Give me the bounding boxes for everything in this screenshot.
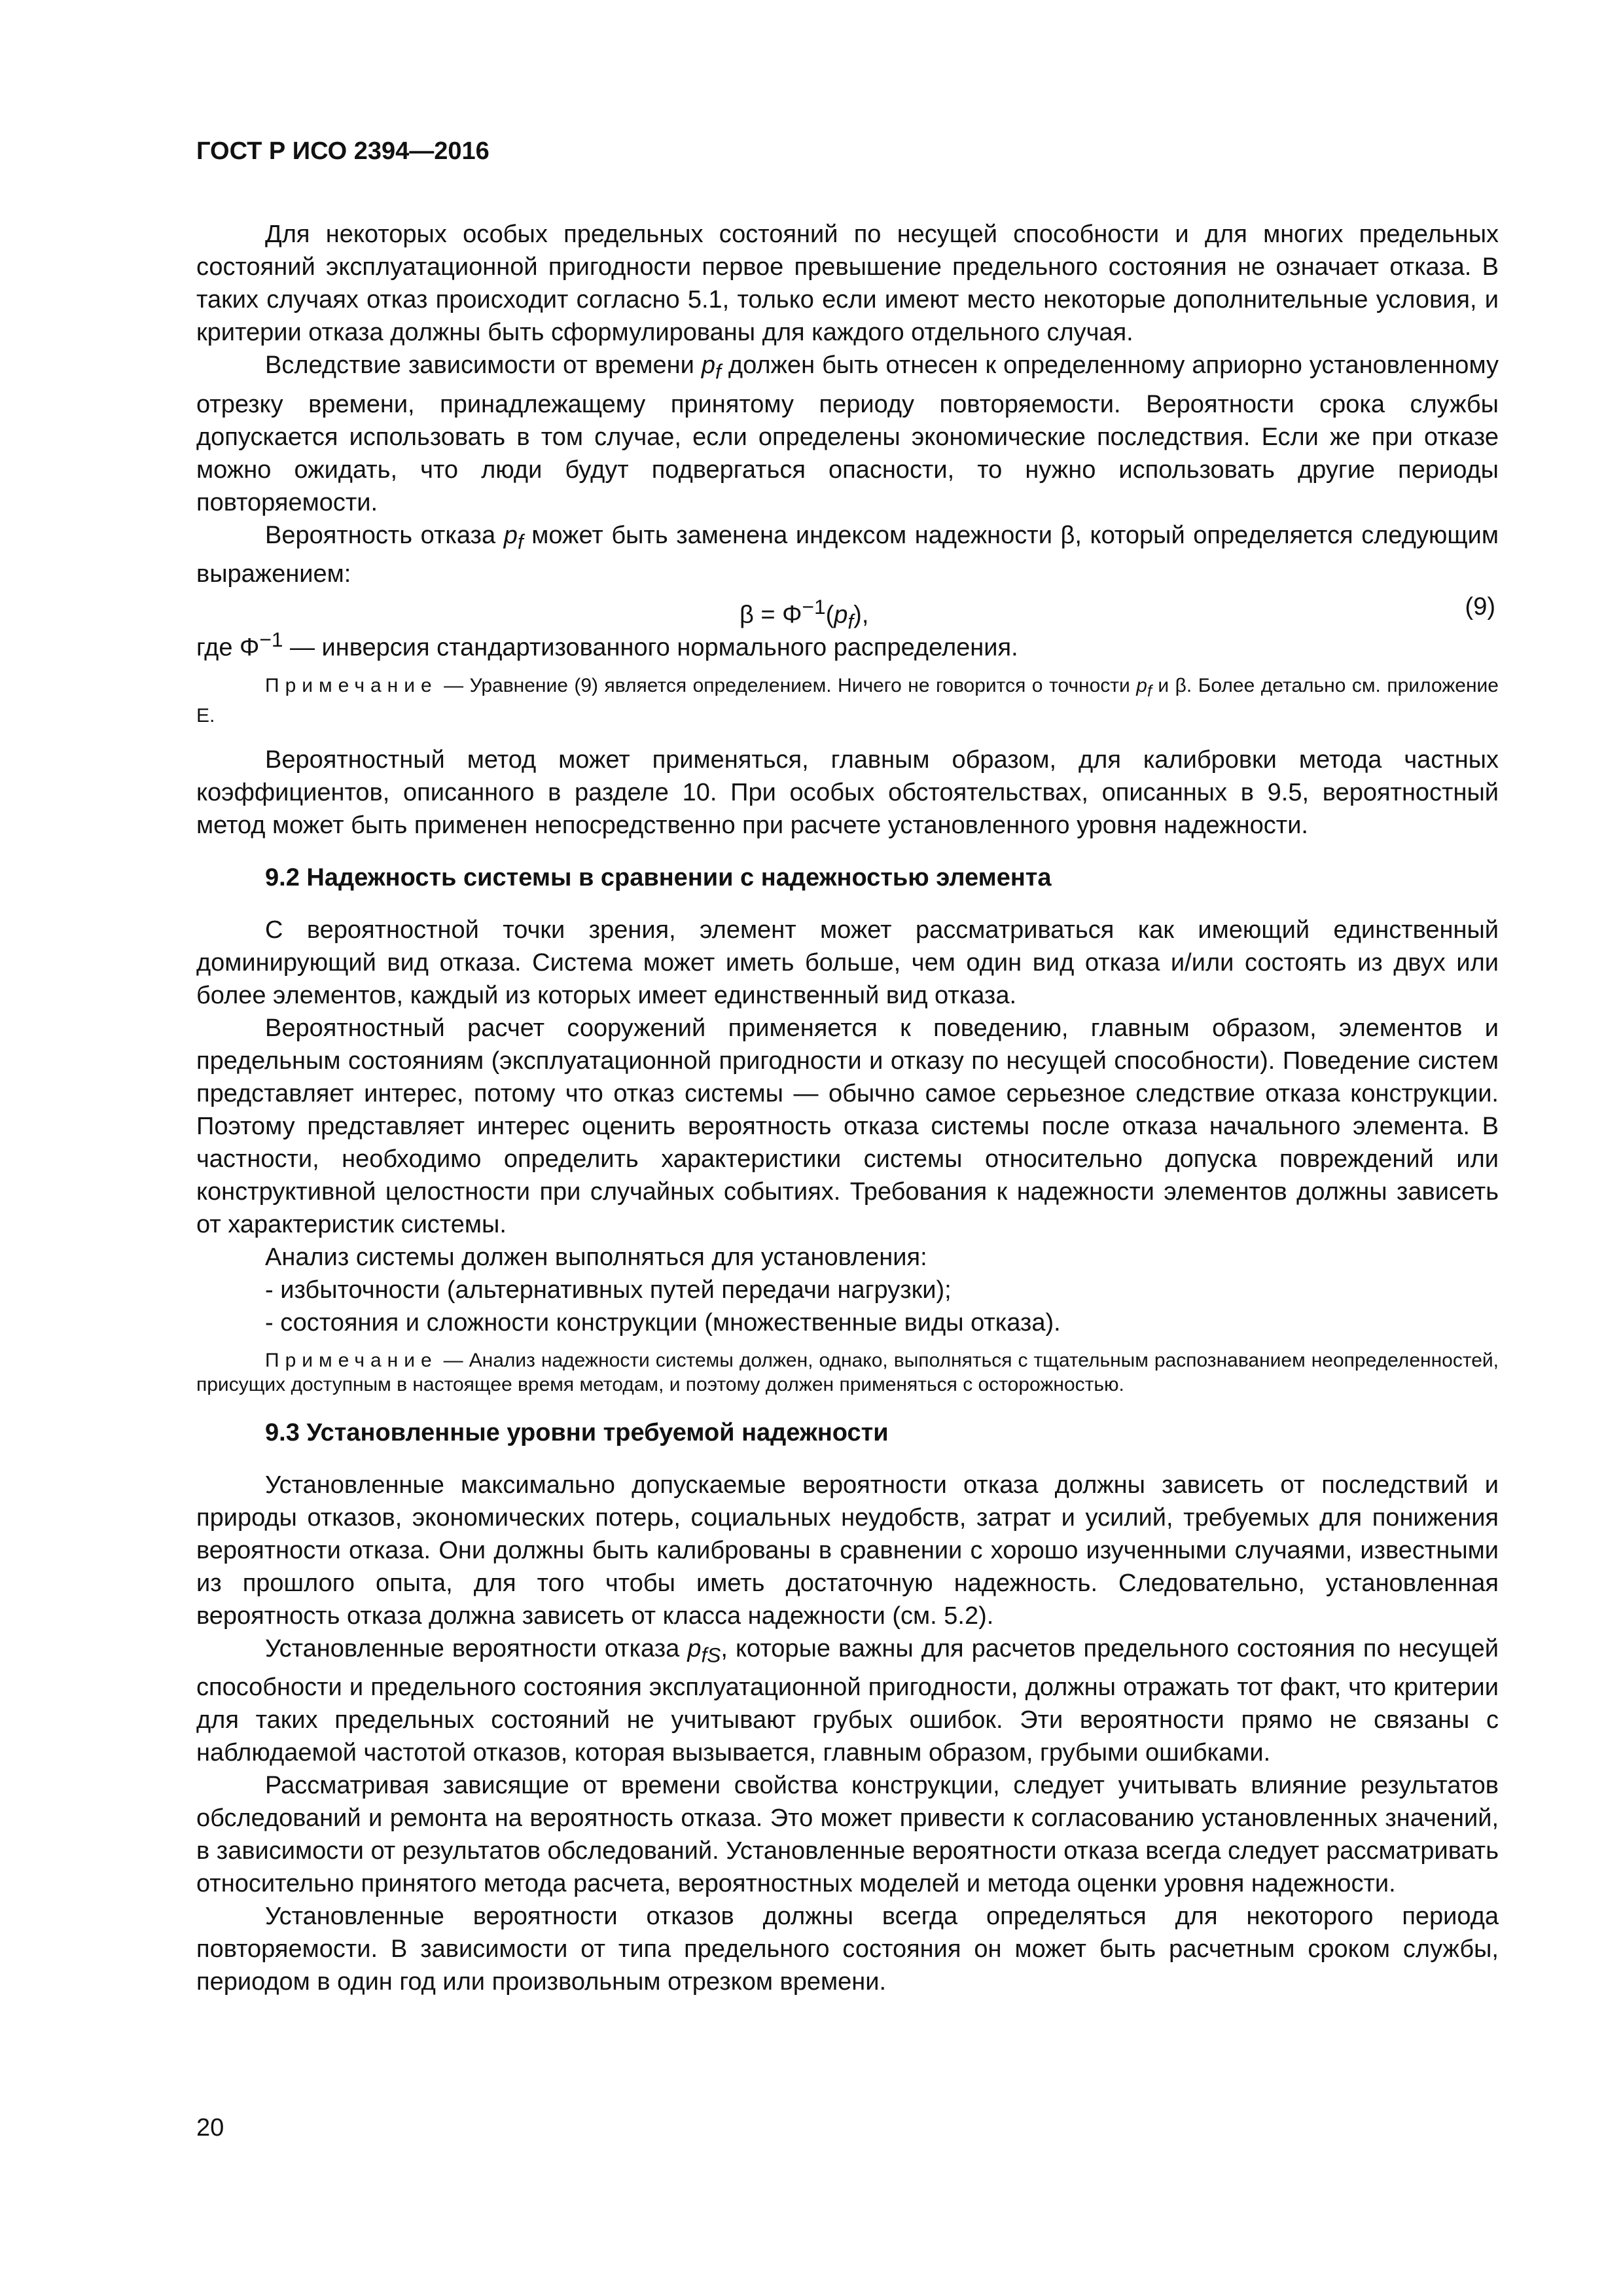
paragraph [196,1632,1499,1770]
list-item: - избыточности (альтернативных путей передачи нагрузки); [265,1276,952,1304]
text-run: где Φ [196,634,260,662]
text-run: — Анализ надежности системы должен, однако, выполняться с тщательным распознаванием неопределенностей, присущих доступным в настоящее время методам, и поэтому должен применяться с осторожностью. [196,1349,1499,1395]
paragraph: Установленные вероятности отказов должны всегда определяться для некоторого периода повторяемости. В зависимости от типа предельного состояния он может быть расчетным сроком службы, периодом в один год или произвольным отрезком времени. [196,1903,1499,1996]
formula-number: (9) [1465,593,1495,621]
formula-expression [740,590,868,637]
paragraph: Вероятностный метод может применяться, главным образом, для калибровки метода частных коэффициентов, описанного в разделе 10. При особых обстоятельствах, описанных в 9.5, вероятностный метод может быть применен непосредственно при расчете установленного уровня надежности. [196,745,1499,839]
text-run: Вероятность отказа [265,521,504,549]
page-number: 20 [196,2114,224,2142]
formula-symbol: p [834,601,848,629]
superscript: −1 [259,628,283,652]
formula-9 [196,590,1499,634]
text-run: может быть заменена индексом надежности β, который определяется следующим выражением: [196,521,1499,588]
text-run: Вследствие зависимости от времени [265,351,702,379]
document-header: ГОСТ Р ИСО 2394—2016 [196,137,490,165]
paragraph: Рассматривая зависящие от времени свойства конструкции, следует учитывать влияние результатов обследований и ремонта на вероятность отказа. Это может привести к согласованию установленных значений, в зависимости от результатов обследований. Установленные вероятности отказа всегда следует рассматривать относительно принятого метода расчета, вероятностных моделей и метода оценки уровня надежности. [196,1772,1499,1898]
text-run: — Уравнение (9) является определением. Ничего не говорится о точности [437,674,1137,696]
subscript: f [517,529,524,554]
note [196,1348,1499,1397]
formula-subscript: f [847,609,854,634]
text-run: Установленные вероятности отказа [265,1634,688,1662]
formula-sup: −1 [802,595,826,619]
formula-close: ), [853,601,869,629]
section-heading-9-3: 9.3 Установленные уровни требуемой надежности [265,1418,889,1446]
list-item: - состояния и сложности конструкции (множественные виды отказа). [265,1308,1061,1336]
symbol: p [1136,674,1147,696]
text-run: и β. Более детально см. приложение Е. [196,674,1499,726]
paragraph: С вероятностной точки зрения, элемент может рассматриваться как имеющий единственный доминирующий вид отказа. Система может иметь больше, чем один вид отказа и/или состоять из двух или более элементов, каждый из которых имеет единственный вид отказа. [196,916,1499,1009]
section-heading-9-2: 9.2 Надежность системы в сравнении с надежностью элемента [265,863,1052,891]
subscript: f [715,359,721,384]
note [196,673,1499,728]
paragraph: Анализ системы должен выполняться для установления: [265,1243,927,1271]
text-run: , которые важны для расчетов предельного состояния по несущей способности и предельного состояния эксплуатационной пригодности, должны отражать тот факт, что критерии для таких предельных состояний не учитывают грубых ошибок. Эти вероятности прямо не связаны с наблюдаемой частотой отказов, которая вызывается, главным образом, грубыми ошибками. [196,1634,1499,1767]
symbol: p [687,1634,702,1662]
symbol: p [503,521,518,549]
formula-lhs: β = Φ [740,601,802,629]
paragraph: Для некоторых особых предельных состояний по несущей способности и для многих предельных состояний эксплуатационной пригодности первое превышение предельного состояния не означает отказа. В таких случаях отказ происходит согласно 5.1, только если имеют место некоторые дополнительные условия, и критерии отказа должны быть сформулированы для каждого отдельного случая. [196,221,1499,346]
paragraph: Вероятностный расчет сооружений применяется к поведению, главным образом, элементов и предельным состояниям (эксплуатационной пригодности и отказу по несущей способности). Поведение систем представляет интерес, потому что отказ системы — обычно самое серьезное следствие отказа конструкции. Поэтому представляет интерес оценить вероятность отказа системы после отказа начального элемента. В частности, необходимо определить характеристики системы относительно допуска повреждений или конструктивной целостности при случайных событиях. Требования к надежности элементов должны зависеть от характеристик системы. [196,1014,1499,1238]
note-label: Примечание [265,1349,438,1371]
subscript: fS [701,1643,721,1667]
paragraph [196,349,1499,519]
paragraph [196,519,1499,591]
formula-open: ( [825,601,834,629]
text-run: должен быть отнесен к определенному априорно установленному отрезку времени, принадлежащему принятому периоду повторяемости. Вероятности срока службы допускается использовать в том случае, если определены экономические последствия. Если же при отказе можно ожидать, что люди будут подвергаться опасности, то нужно использовать другие периоды повторяемости. [196,351,1499,516]
text-run: — инверсия стандартизованного нормального распределения. [283,634,1018,662]
note-label: Примечание [265,674,438,696]
symbol: p [701,351,716,379]
document-page [196,137,1499,1998]
paragraph: Установленные максимально допускаемые вероятности отказа должны зависеть от последствий и природы отказов, экономических потерь, социальных неудобств, затрат и усилий, требуемых для понижения вероятности отказа. Они должны быть калиброваны в сравнении с хорошо изученными случаями, известными из прошлого опыта, для того чтобы иметь достаточную надежность. Следовательно, установленная вероятность отказа должна зависеть от класса надежности (см. 5.2). [196,1471,1499,1630]
subscript: f [1147,681,1152,700]
